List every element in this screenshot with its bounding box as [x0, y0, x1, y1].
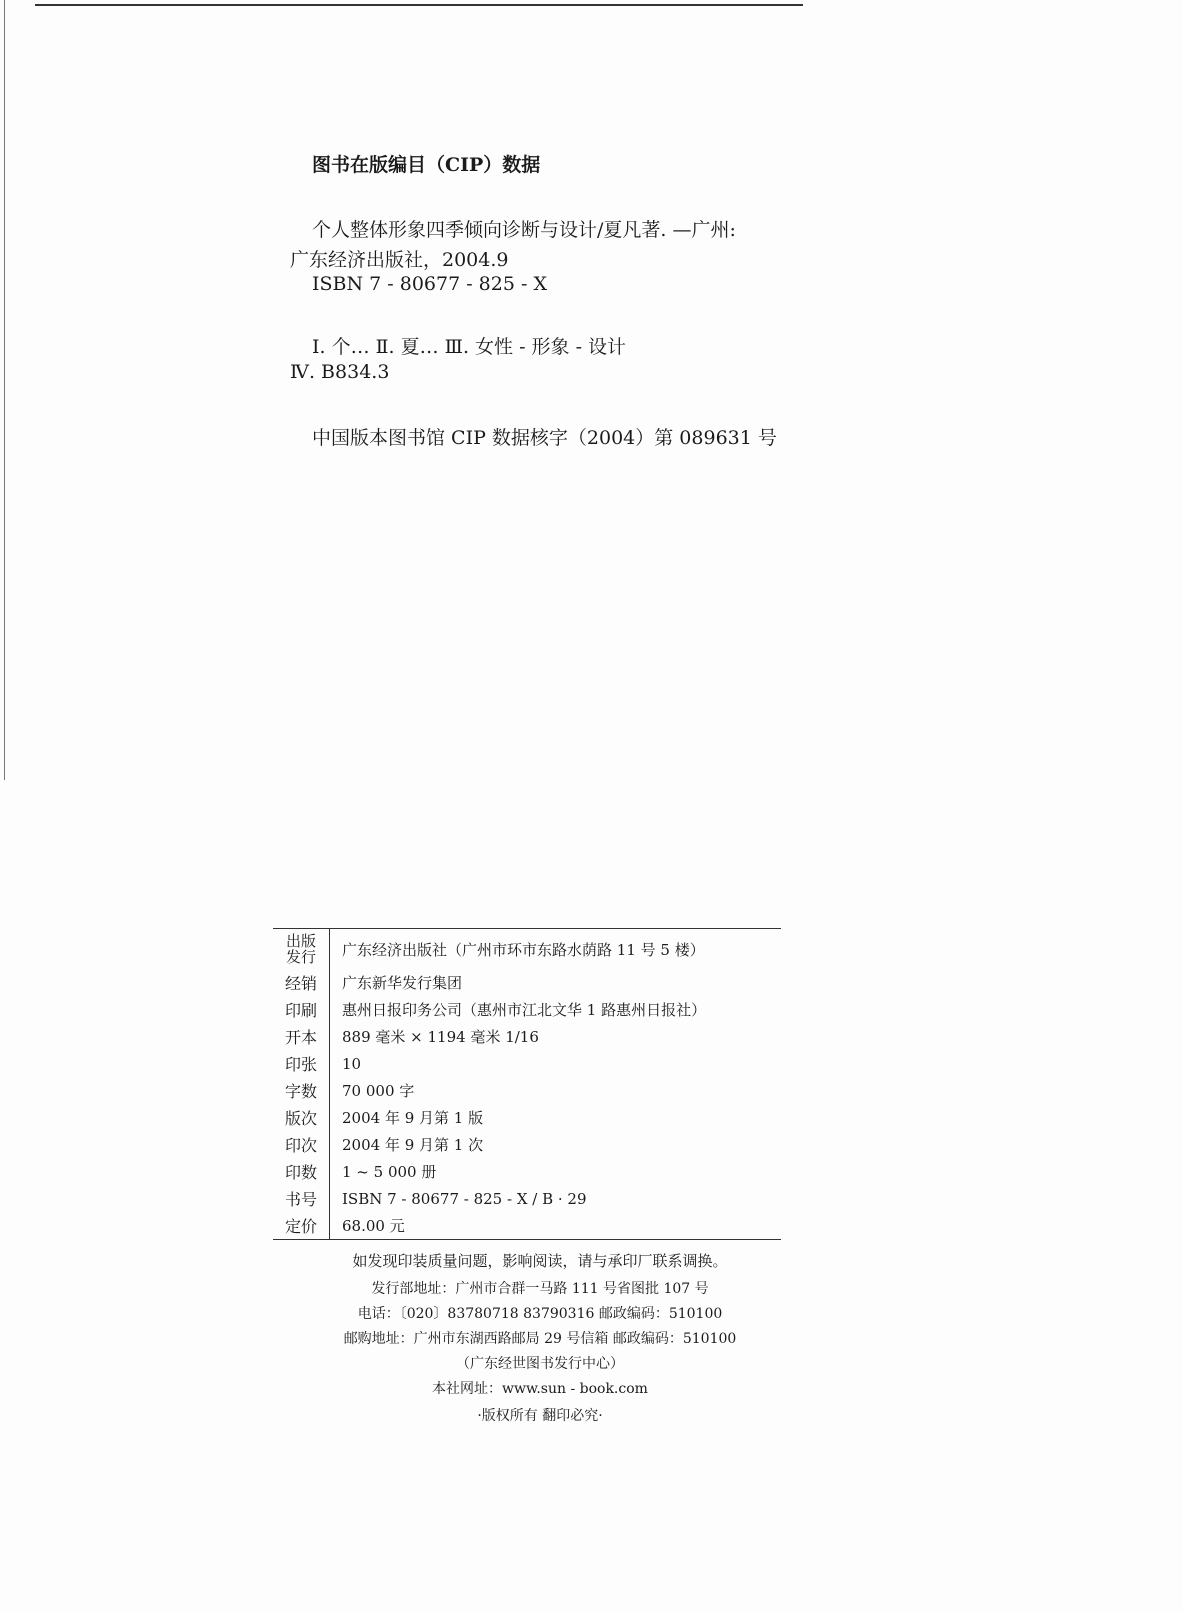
row-value: ISBN 7 - 80677 - 825 - X / B · 29	[342, 1189, 587, 1208]
top-border-line	[35, 4, 803, 6]
row-label: 版次	[273, 1104, 330, 1131]
row-label: 开本	[273, 1023, 330, 1050]
row-value: 广东新华发行集团	[342, 974, 463, 992]
table-row	[273, 929, 781, 970]
row-value: 889 毫米 × 1194 毫米 1/16	[342, 1028, 539, 1046]
phone-postcode: 电话：〔020〕83780718 83790316 邮政编码：510100	[357, 1306, 723, 1322]
row-value: 68.00 元	[342, 1217, 405, 1235]
table-row	[273, 1023, 781, 1050]
row-label: 印数	[273, 1158, 330, 1185]
table-row	[273, 1212, 781, 1240]
cip-publisher-line: 广东经济出版社，2004.9	[290, 249, 509, 271]
cip-subject-line: Ⅰ. 个… Ⅱ. 夏… Ⅲ. 女性 - 形象 - 设计	[312, 336, 627, 358]
row-label: 印刷	[273, 996, 330, 1023]
table-row	[273, 1077, 781, 1104]
row-value: 2004 年 9 月第 1 版	[342, 1109, 484, 1127]
distribution-center: （广东经世图书发行中心）	[456, 1356, 624, 1372]
row-value: 10	[342, 1054, 362, 1073]
row-value: 70 000 字	[342, 1082, 415, 1100]
table-row	[273, 1050, 781, 1077]
cip-title-line: 个人整体形象四季倾向诊断与设计/夏凡著. —广州:	[312, 219, 736, 241]
table-row	[273, 996, 781, 1023]
copyright-notice: ·版权所有 翻印必究·	[477, 1408, 603, 1424]
table-row	[273, 1131, 781, 1158]
cip-heading: 图书在版编目（CIP）数据	[312, 154, 541, 176]
row-label: 印张	[273, 1050, 330, 1077]
website: 本社网址：www.sun - book.com	[432, 1381, 648, 1397]
table-row	[273, 1104, 781, 1131]
mail-order-address: 邮购地址：广州市东湖西路邮局 29 号信箱 邮政编码：510100	[343, 1331, 737, 1347]
row-value: 惠州日报印务公司（惠州市江北文华 1 路惠州日报社）	[342, 1001, 707, 1019]
row-label: 定价	[273, 1212, 330, 1240]
row-label: 经销	[273, 969, 330, 996]
row-label: 字数	[273, 1077, 330, 1104]
row-label: 出版 发行	[273, 929, 330, 970]
row-value: 广东经济出版社（广州市环市东路水荫路 11 号 5 楼）	[342, 940, 705, 959]
table-row	[273, 1158, 781, 1185]
quality-notice: 如发现印装质量问题，影响阅读，请与承印厂联系调换。	[352, 1252, 728, 1270]
left-edge-line	[4, 0, 5, 780]
row-label: 书号	[273, 1185, 330, 1212]
cip-classification-line: Ⅳ. B834.3	[290, 361, 390, 383]
cip-record-number: 中国版本图书馆 CIP 数据核字（2004）第 089631 号	[312, 427, 777, 449]
publication-info-table	[273, 928, 781, 1240]
distribution-address: 发行部地址：广州市合群一马路 111 号省图批 107 号	[371, 1281, 709, 1297]
row-value: 1 ~ 5 000 册	[342, 1163, 437, 1181]
table-row	[273, 1185, 781, 1212]
row-label: 印次	[273, 1131, 330, 1158]
row-value: 2004 年 9 月第 1 次	[342, 1136, 484, 1154]
table-row	[273, 969, 781, 996]
cip-isbn-line: ISBN 7 - 80677 - 825 - X	[312, 273, 547, 295]
